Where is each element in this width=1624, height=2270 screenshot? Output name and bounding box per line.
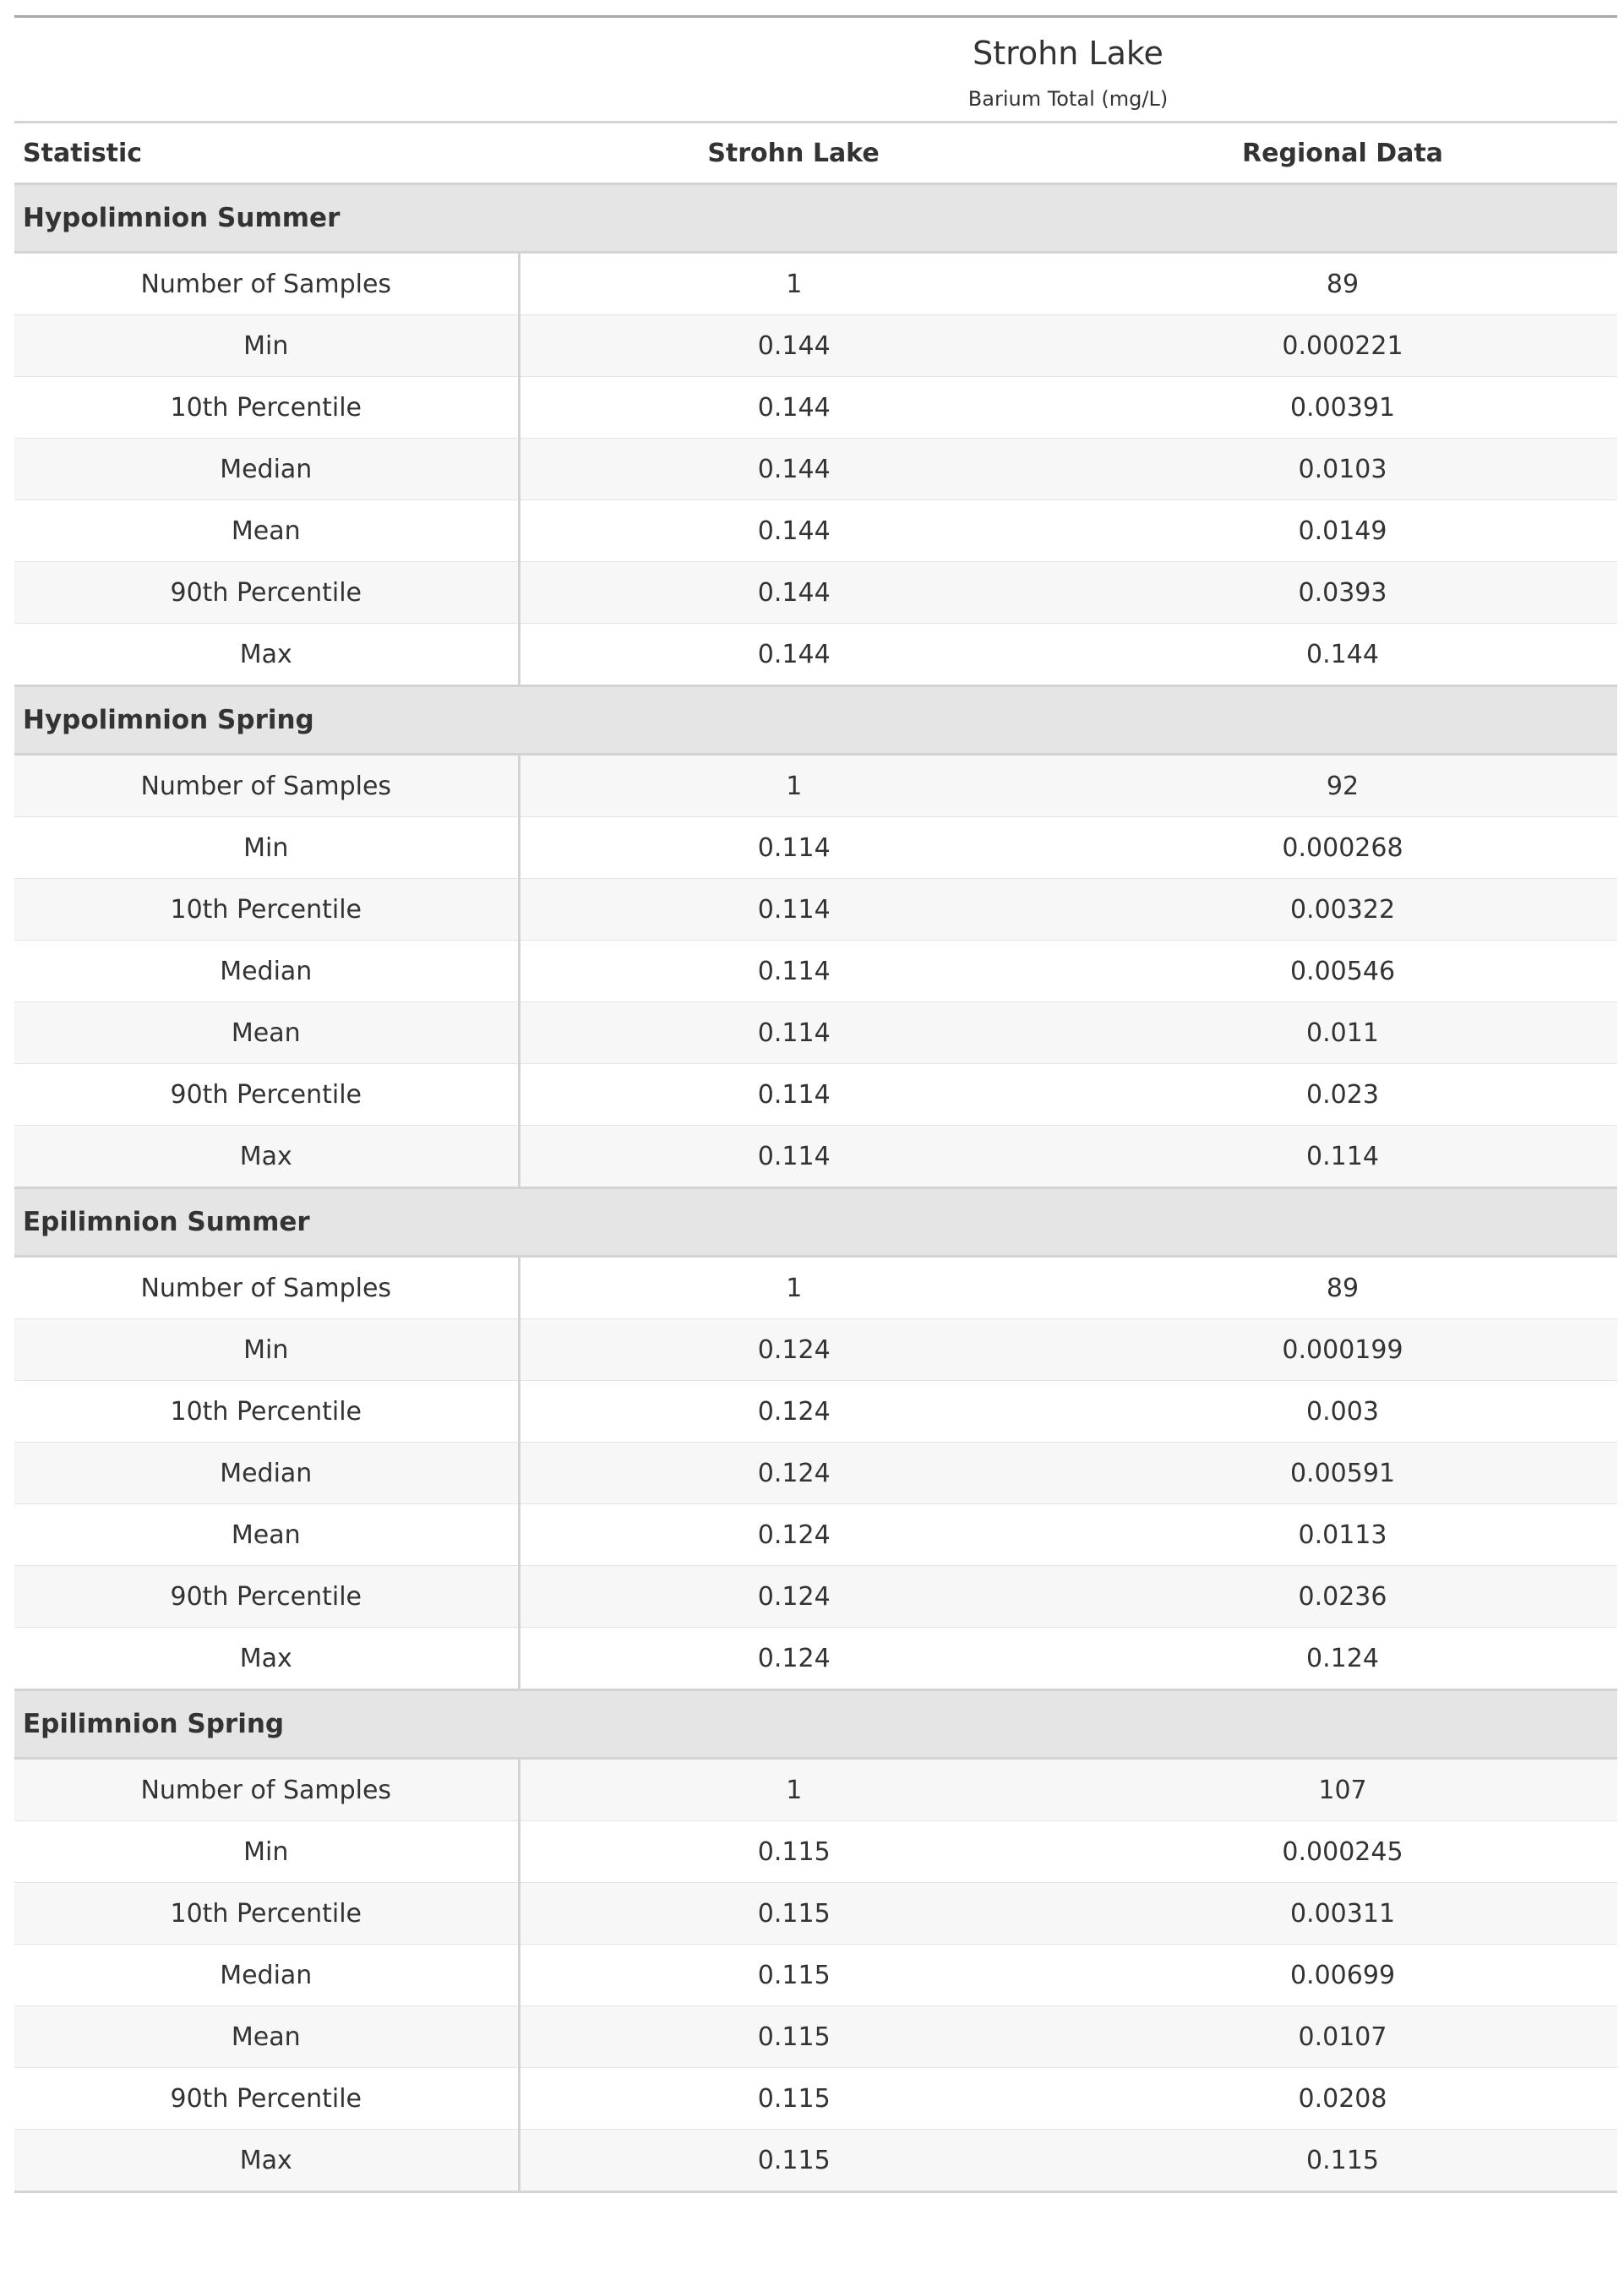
lake-value: 0.144 <box>519 562 1068 624</box>
regional-value: 0.00311 <box>1068 1883 1617 1945</box>
lake-value: 0.115 <box>519 2006 1068 2068</box>
lake-value: 0.114 <box>519 817 1068 879</box>
regional-value: 89 <box>1068 253 1617 315</box>
stat-label: 90th Percentile <box>14 2068 519 2130</box>
regional-value: 0.0149 <box>1068 500 1617 562</box>
group-epilimnion-spring <box>14 1690 1617 2192</box>
table-row <box>14 1381 1617 1443</box>
table-subtitle: Barium Total (mg/L) <box>967 87 1169 111</box>
lake-value: 0.144 <box>519 439 1068 500</box>
column-header-regional: Regional Data <box>1068 123 1617 184</box>
regional-value: 0.00546 <box>1068 941 1617 1002</box>
lake-value: 1 <box>519 1257 1068 1319</box>
statistics-table <box>14 15 1617 2193</box>
lake-value: 0.124 <box>519 1443 1068 1504</box>
stat-label: 10th Percentile <box>14 1381 519 1443</box>
lake-value: 1 <box>519 253 1068 315</box>
table-row <box>14 879 1617 941</box>
table-row <box>14 817 1617 879</box>
regional-value: 0.144 <box>1068 624 1617 686</box>
lake-value: 0.124 <box>519 1566 1068 1628</box>
regional-value: 0.0113 <box>1068 1504 1617 1566</box>
lake-value: 0.115 <box>519 1821 1068 1883</box>
stat-label: Number of Samples <box>14 755 519 817</box>
regional-value: 0.00591 <box>1068 1443 1617 1504</box>
regional-value: 0.0208 <box>1068 2068 1617 2130</box>
stat-label: 90th Percentile <box>14 1566 519 1628</box>
stat-label: Median <box>14 439 519 500</box>
stat-label: 90th Percentile <box>14 1064 519 1126</box>
table-row <box>14 1319 1617 1381</box>
lake-value: 0.114 <box>519 941 1068 1002</box>
regional-value: 0.115 <box>1068 2130 1617 2192</box>
regional-value: 0.0103 <box>1068 439 1617 500</box>
group-header-row <box>14 184 1617 253</box>
table-row <box>14 377 1617 439</box>
lake-value: 0.144 <box>519 315 1068 377</box>
stat-label: Median <box>14 941 519 1002</box>
lake-value: 0.115 <box>519 2068 1068 2130</box>
group-header-row <box>14 1690 1617 1759</box>
table-row <box>14 755 1617 817</box>
lake-value: 1 <box>519 1759 1068 1821</box>
stat-label: Max <box>14 624 519 686</box>
regional-value: 107 <box>1068 1759 1617 1821</box>
group-header-row <box>14 1188 1617 1257</box>
lake-value: 0.114 <box>519 1002 1068 1064</box>
table-row <box>14 1126 1617 1188</box>
lake-value: 0.144 <box>519 377 1068 439</box>
lake-value: 0.114 <box>519 1126 1068 1188</box>
stat-label: Median <box>14 1945 519 2006</box>
table-row <box>14 253 1617 315</box>
group-hypolimnion-summer <box>14 184 1617 686</box>
regional-value: 92 <box>1068 755 1617 817</box>
lake-value: 0.144 <box>519 500 1068 562</box>
regional-value: 0.0236 <box>1068 1566 1617 1628</box>
regional-value: 0.0107 <box>1068 2006 1617 2068</box>
stat-label: Min <box>14 1821 519 1883</box>
lake-value: 0.115 <box>519 1883 1068 1945</box>
lake-value: 0.114 <box>519 879 1068 941</box>
regional-value: 0.000268 <box>1068 817 1617 879</box>
stat-label: Min <box>14 315 519 377</box>
table-row <box>14 1945 1617 2006</box>
table-title-row <box>14 17 1617 123</box>
lake-value: 0.144 <box>519 624 1068 686</box>
regional-value: 0.00391 <box>1068 377 1617 439</box>
regional-value: 0.011 <box>1068 1002 1617 1064</box>
table-row <box>14 1504 1617 1566</box>
column-header-statistic: Statistic <box>14 123 519 184</box>
regional-value: 0.000199 <box>1068 1319 1617 1381</box>
stat-label: Mean <box>14 2006 519 2068</box>
table-row <box>14 2130 1617 2192</box>
stat-label: Min <box>14 817 519 879</box>
regional-value: 0.00699 <box>1068 1945 1617 2006</box>
table-row <box>14 624 1617 686</box>
stat-label: Mean <box>14 1002 519 1064</box>
stat-label: 10th Percentile <box>14 377 519 439</box>
table-row <box>14 941 1617 1002</box>
group-header-row <box>14 686 1617 755</box>
stat-label: 90th Percentile <box>14 562 519 624</box>
group-label: Hypolimnion Summer <box>14 184 1617 253</box>
table-row <box>14 1443 1617 1504</box>
table-row <box>14 2068 1617 2130</box>
table-row <box>14 1628 1617 1690</box>
statistics-table-container <box>14 15 1617 2193</box>
group-label: Hypolimnion Spring <box>14 686 1617 755</box>
regional-value: 0.000245 <box>1068 1821 1617 1883</box>
regional-value: 0.023 <box>1068 1064 1617 1126</box>
stat-label: 10th Percentile <box>14 879 519 941</box>
group-label: Epilimnion Summer <box>14 1188 1617 1257</box>
table-row <box>14 1257 1617 1319</box>
lake-value: 0.124 <box>519 1628 1068 1690</box>
stat-label: Max <box>14 2130 519 2192</box>
lake-value: 0.124 <box>519 1319 1068 1381</box>
stat-label: 10th Percentile <box>14 1883 519 1945</box>
stat-label: Min <box>14 1319 519 1381</box>
table-row <box>14 2006 1617 2068</box>
table-row <box>14 1883 1617 1945</box>
table-title: Strohn Lake <box>973 35 1164 72</box>
stat-label: Number of Samples <box>14 253 519 315</box>
lake-value: 0.115 <box>519 2130 1068 2192</box>
stat-label: Mean <box>14 500 519 562</box>
column-header-row <box>14 123 1617 184</box>
stat-label: Max <box>14 1628 519 1690</box>
table-row <box>14 315 1617 377</box>
table-row <box>14 1064 1617 1126</box>
lake-value: 1 <box>519 755 1068 817</box>
group-hypolimnion-spring <box>14 686 1617 1188</box>
column-header-lake: Strohn Lake <box>519 123 1068 184</box>
table-row <box>14 1566 1617 1628</box>
lake-value: 0.114 <box>519 1064 1068 1126</box>
table-row <box>14 500 1617 562</box>
stat-label: Max <box>14 1126 519 1188</box>
table-row <box>14 1821 1617 1883</box>
stat-label: Mean <box>14 1504 519 1566</box>
regional-value: 0.00322 <box>1068 879 1617 941</box>
regional-value: 89 <box>1068 1257 1617 1319</box>
lake-value: 0.115 <box>519 1945 1068 2006</box>
lake-value: 0.124 <box>519 1504 1068 1566</box>
lake-value: 0.124 <box>519 1381 1068 1443</box>
table-row <box>14 439 1617 500</box>
regional-value: 0.003 <box>1068 1381 1617 1443</box>
group-label: Epilimnion Spring <box>14 1690 1617 1759</box>
group-epilimnion-summer <box>14 1188 1617 1690</box>
regional-value: 0.0393 <box>1068 562 1617 624</box>
regional-value: 0.124 <box>1068 1628 1617 1690</box>
table-row <box>14 1002 1617 1064</box>
stat-label: Number of Samples <box>14 1759 519 1821</box>
table-row <box>14 562 1617 624</box>
table-row <box>14 1759 1617 1821</box>
regional-value: 0.000221 <box>1068 315 1617 377</box>
stat-label: Number of Samples <box>14 1257 519 1319</box>
stat-label: Median <box>14 1443 519 1504</box>
regional-value: 0.114 <box>1068 1126 1617 1188</box>
